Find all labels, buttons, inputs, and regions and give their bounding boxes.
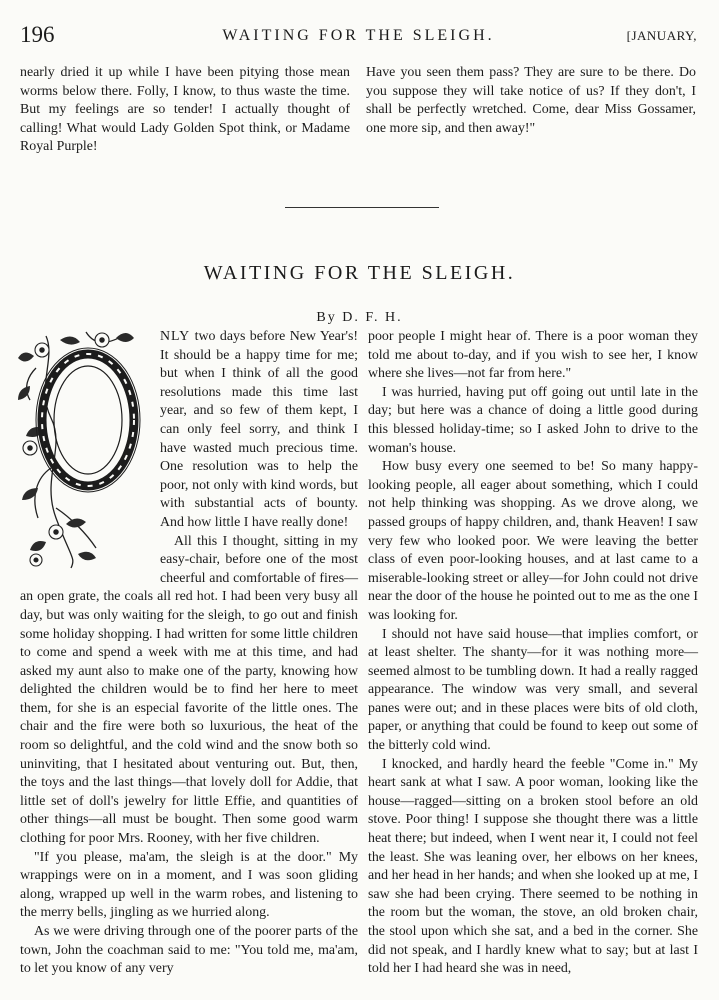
section-divider [285,207,439,208]
dropcap-ornament-icon [16,328,156,570]
running-month: [JANUARY, [626,28,697,43]
paragraph: I knocked, and hardly heard the feeble "Come in." My heart sank at what I saw. A poor woman, looking like the house—ragged—sitting on a broken stool before an old stove. Poor thing! I suppose she thought there was a little heat there; but indeed, when I went near it, I could not feel the least. She was leaning over, her elbows on her knees, and her head in her hands; and when she looked up at me, I saw she had been crying. There seemed to be nothing in the room but the woman, the stove, an old broken chair, the stool upon which she sat, and a bed in the corner. She did not speak, and I hardly knew what to say; but at last I told her I had heard she was in need, [368,756,698,977]
page-number: 196 [20,22,55,47]
previous-story-right-column [366,64,696,138]
paragraph: How busy every one seemed to be! So many happy-looking people, all eager about something, which I could not help thinking was shopping. As we drove along, we passed groups of happy children, and, thank Heaven! I saw very few who looked poor. We were leaving the better class of even poor-looking houses, and at last came to a miserable-looking street or alley—for John could not drive near the door of the house he pointed out to me as the one I was looking for. [368,459,698,623]
article-right-column [368,328,698,979]
paragraph: NLY two days before New Year's! It should be a happy time for me; but when I think of all the good resolutions made this time last year, and so few of them kept, I can only feel sorry, and think I have wasted much precious time. One resolution was to help the poor, not only with kind words, but with substantial acts of bounty. And how little I have really done! [160,329,358,530]
paragraph: I was hurried, having put off going out until late in the day; but here was a chance of doing a little good during this blessed holiday-time; so I asked John to drive to the woman's house. [368,384,698,456]
dropcap-rest: NLY [160,329,191,344]
paragraph: "If you please, ma'am, the sleigh is at the door." My wrappings were on in a moment, and I was soon gliding along, wrapped up well in the warm robes, and listening to the merry bells, jingling as we hurried along. [20,849,358,921]
article-left-column [20,328,358,979]
article-byline: By D. F. H. [316,310,403,325]
article-title: WAITING FOR THE SLEIGH. [203,262,516,284]
running-header [20,22,697,48]
paragraph: nearly dried it up while I have been pitying those mean worms below there. Folly, I know, to thus waste the time. But my feelings are so tender! I actually thought of calling! What would Lady Golden Spot think, or Madame Royal Purple! [20,65,350,155]
paragraph: I should not have said house—that implies comfort, or at least shelter. The shanty—for it was nothing more—seemed almost to be tumbling down. It had a really ragged appearance. The window was very small, and several panes were out; and in these places were bits of old cloth, paper, or anything that could be found to keep out some of the bitterly cold wind. [368,626,698,754]
previous-story-left-column [20,64,350,157]
paragraph: Have you seen them pass? They are sure to be there. Do you suppose they will take notice of us? If they don't, I shall be perfectly wretched. Come, dear Miss Gossamer, one more sip, and then away!" [366,65,696,136]
paragraph: As we were driving through one of the poorer parts of the town, John the coachman said to me: "You told me, ma'am, to let you know of any very [20,924,358,977]
paragraph: poor people I might hear of. There is a poor woman they told me about to-day, and if you wish to see her, I know where she lives—not far from here." [368,329,698,382]
running-title: WAITING FOR THE SLEIGH. [222,27,495,44]
paragraph: All this I thought, sitting in my easy-chair, before one of the most cheerful and comfortable of fires—an open grate, the coals all red hot. I had been very busy all day, but was only waiting for the sleigh, to go out and finish some holiday shopping. I had written for some little children to come and spend a week with me at this time, and had asked my aunt also to make one of the party, knowing how delighted the children would be to find her here to meet them, for she is an especial favorite of the little ones. The chair and the fire were both so luxurious, the heat of the room so delightful, and the cold wind and the snow both so uninviting, that I hesitated about venturing out. But, then, the toys and the last things—that lovely doll for Addie, that little set of doll's jewelry for little Effie, and quantities of other things—all must be bought. Then some good warm clothing for poor Mrs. Rooney, with her five children. [20,533,358,847]
